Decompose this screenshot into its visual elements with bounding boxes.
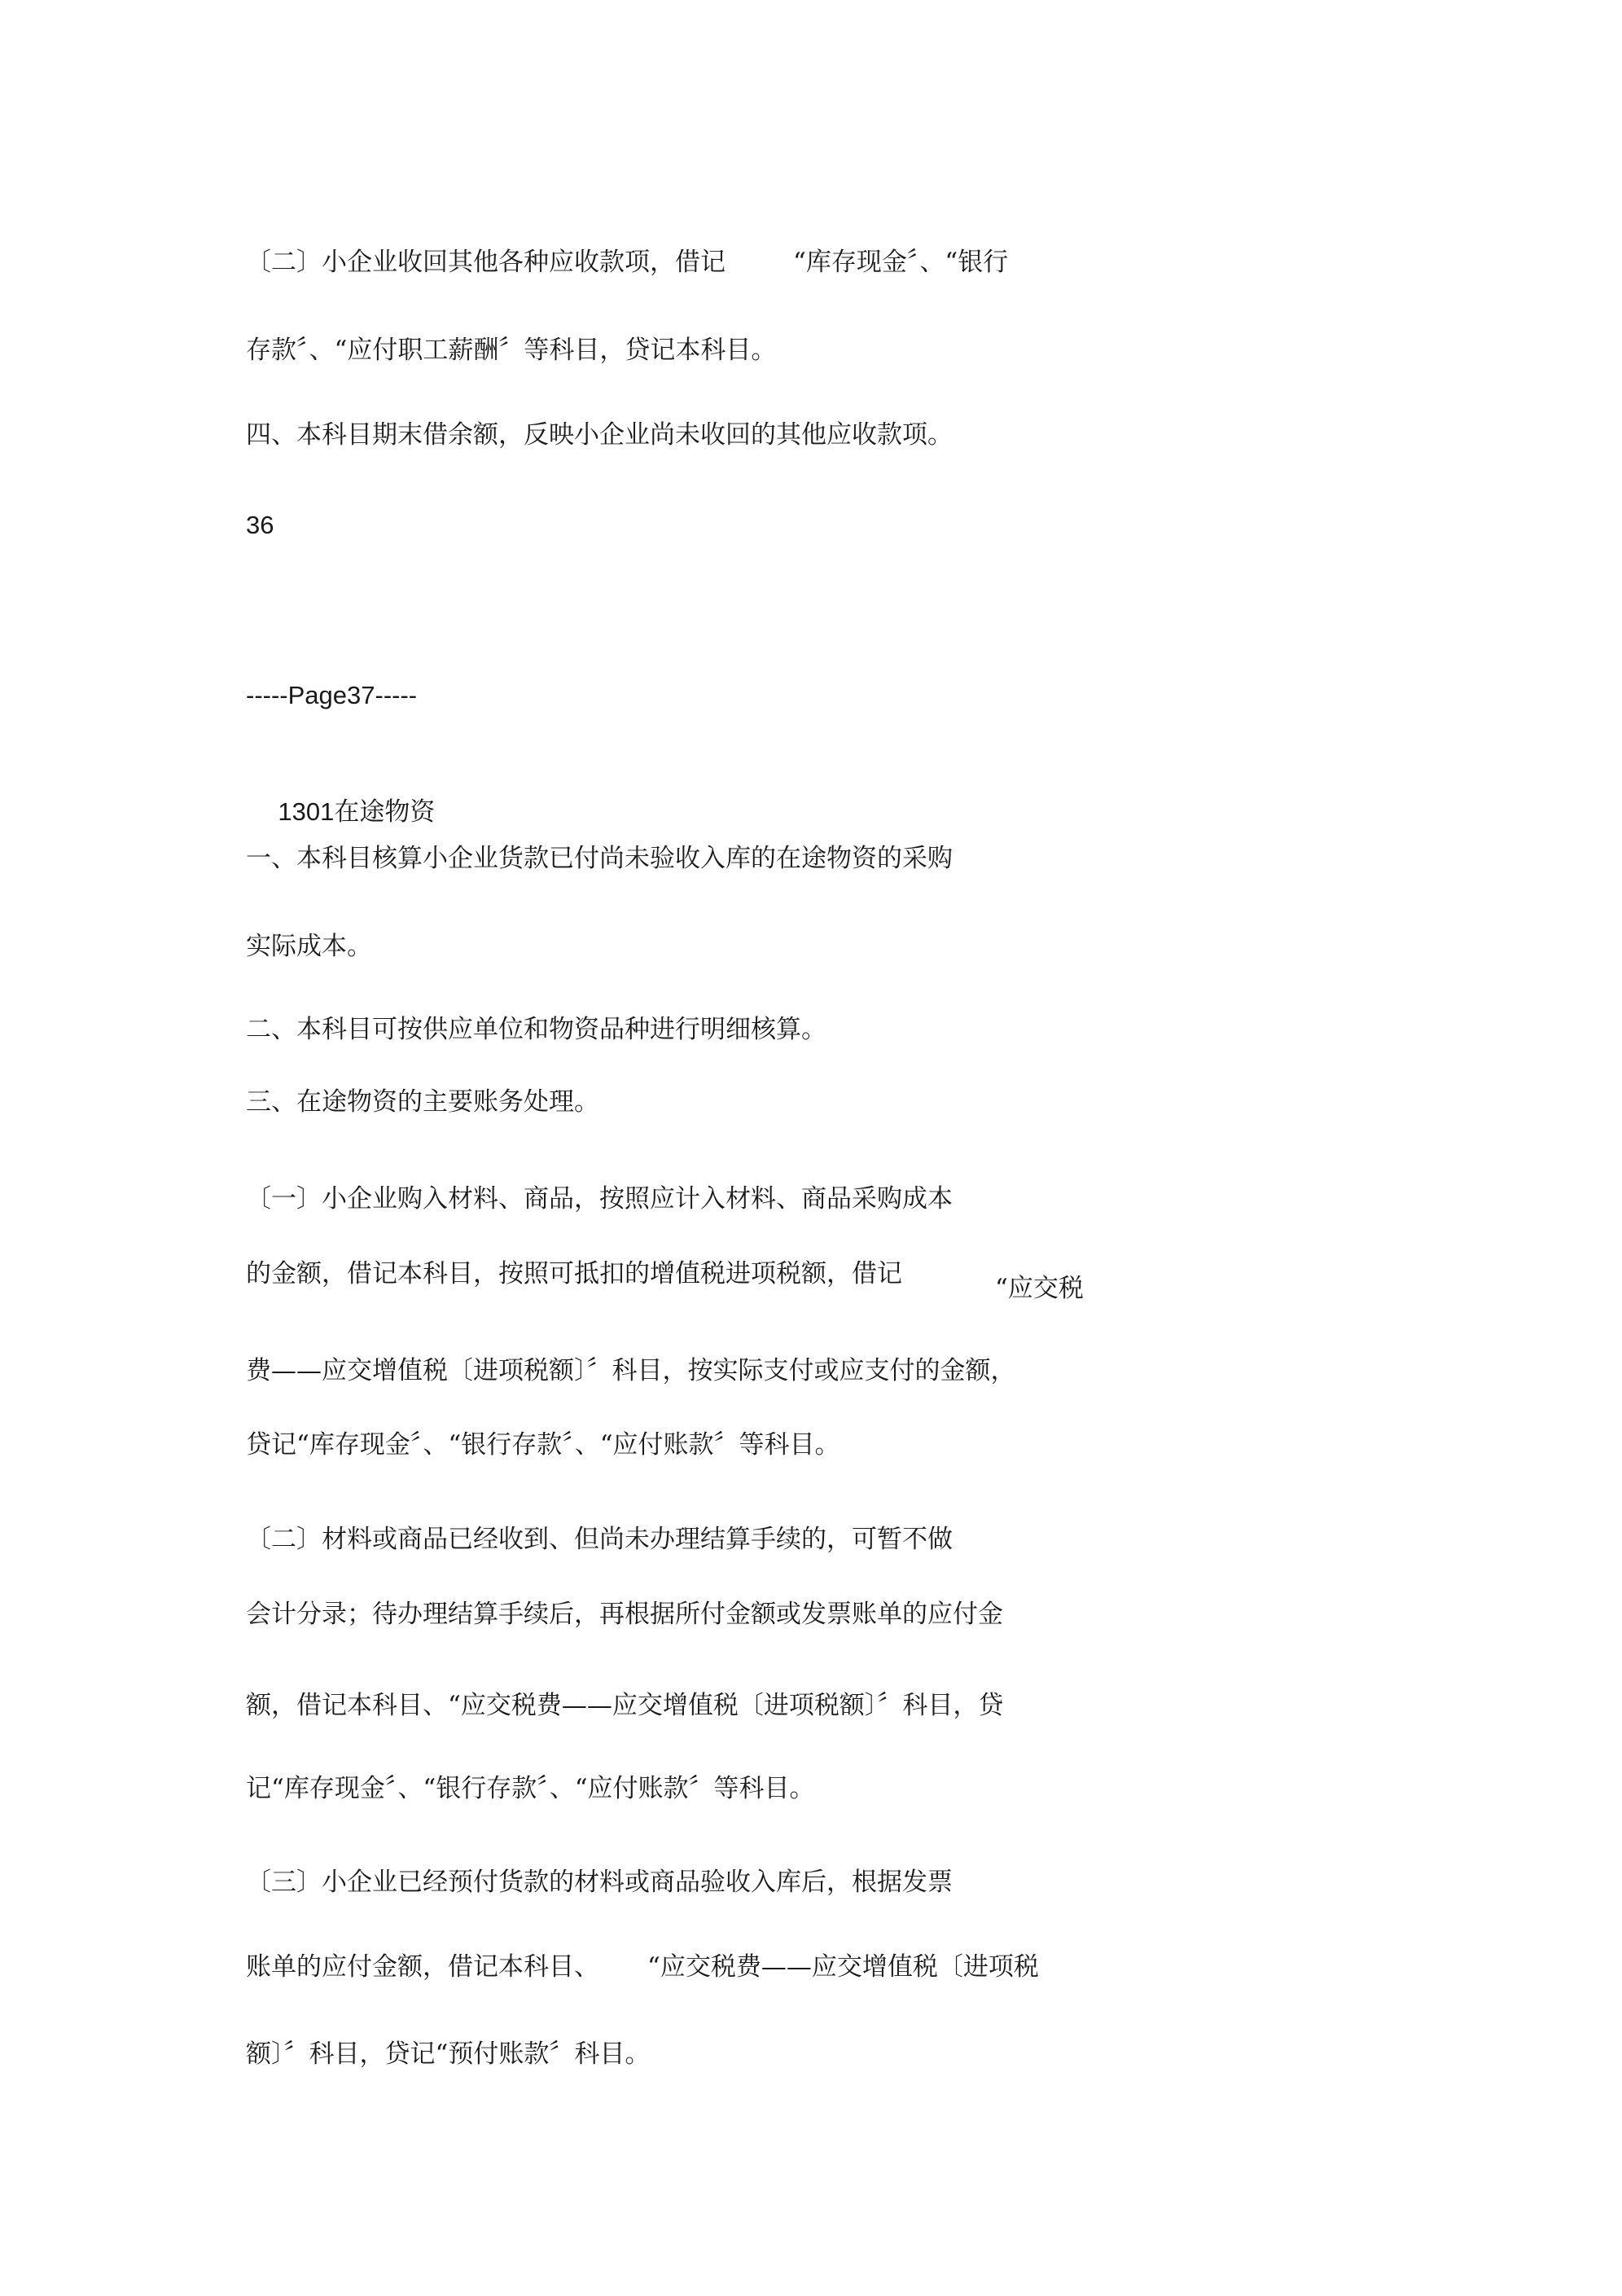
paragraph-line: 记“库存现金〞、“银行存款〞、“应付账款〞等科目。 xyxy=(246,1774,815,1803)
paragraph-line: 实际成本。 xyxy=(246,932,372,961)
paragraph-line: 三、在途物资的主要账务处理。 xyxy=(246,1087,599,1117)
section-code: 1301 xyxy=(278,797,335,826)
page-number: 36 xyxy=(246,511,274,539)
paragraph-line: 一、本科目核算小企业货款已付尚未验收入库的在途物资的采购 xyxy=(246,844,953,873)
paragraph-line: “库存现金〞、“银行 xyxy=(793,248,1009,277)
paragraph-line: “应交税 xyxy=(995,1274,1084,1303)
paragraph-line: 贷记“库存现金〞、“银行存款〞、“应付账款〞等科目。 xyxy=(246,1430,840,1460)
paragraph-line: 费——应交增值税〔进项税额〕〞科目，按实际支付或应支付的金额， xyxy=(246,1356,1016,1385)
page-separator: -----Page37----- xyxy=(246,681,418,709)
paragraph-line: 额，借记本科目、“应交税费——应交增值税〔进项税额〕〞科目，贷 xyxy=(246,1691,1004,1720)
paragraph-line: “应交税费——应交增值税〔进项税 xyxy=(647,1952,1039,1982)
paragraph-line: 存款〞、“应付职工薪酬〞等科目，贷记本科目。 xyxy=(246,336,777,365)
paragraph-line: 额〕〞科目，贷记“预付账款〞科目。 xyxy=(246,2039,651,2069)
paragraph-line: 〔一〕小企业购入材料、商品，按照应计入材料、商品采购成本 xyxy=(246,1184,953,1214)
paragraph-line: 〔三〕小企业已经预付货款的材料或商品验收入库后，根据发票 xyxy=(246,1868,953,1897)
paragraph-line: 〔二〕材料或商品已经收到、但尚未办理结算手续的，可暂不做 xyxy=(246,1525,953,1554)
paragraph-line: 四、本科目期末借余额，反映小企业尚未收回的其他应收款项。 xyxy=(246,420,953,450)
paragraph-line: 二、本科目可按供应单位和物资品种进行明细核算。 xyxy=(246,1015,826,1044)
paragraph-line: 会计分录；待办理结算手续后，再根据所付金额或发票账单的应付金 xyxy=(246,1600,1003,1629)
paragraph-line: 〔二〕小企业收回其他各种应收款项，借记 xyxy=(246,248,726,277)
section-name: 在途物资 xyxy=(334,797,436,827)
paragraph-line: 账单的应付金额，借记本科目、 xyxy=(246,1952,599,1982)
paragraph-line: 的金额，借记本科目，按照可抵扣的增值税进项税额，借记 xyxy=(246,1259,902,1288)
